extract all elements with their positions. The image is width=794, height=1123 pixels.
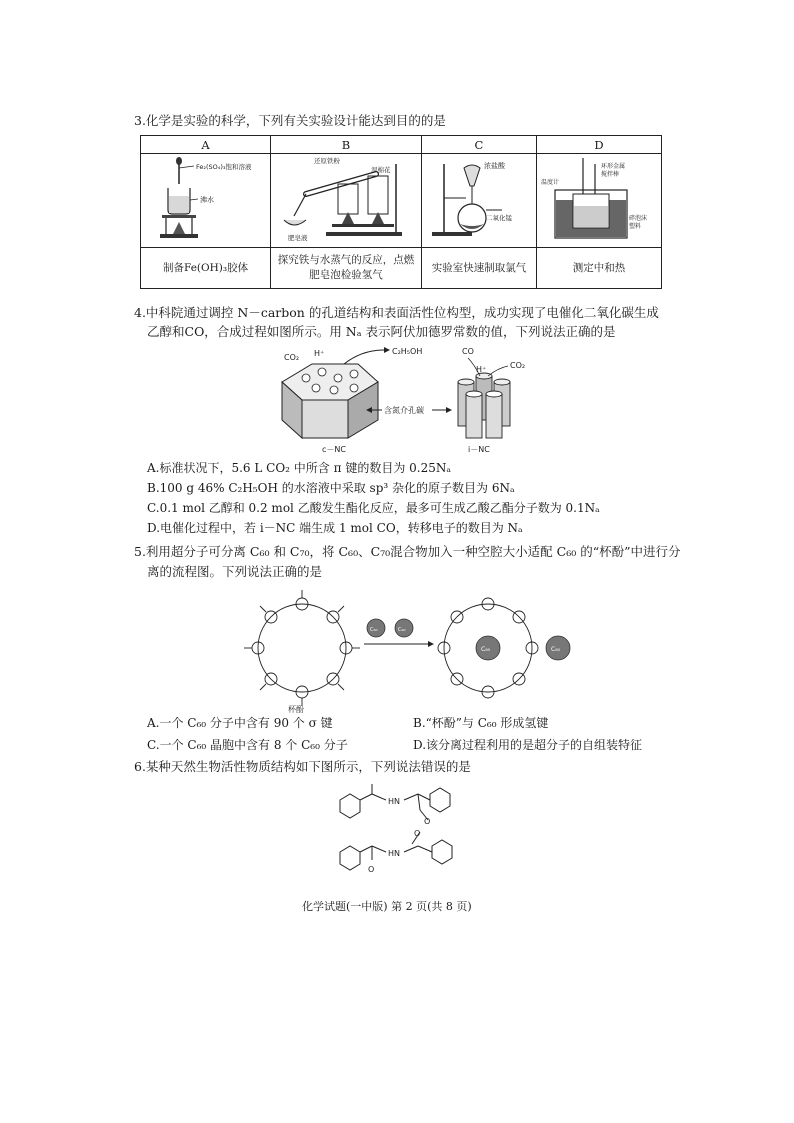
label-h-right: H⁺ [476,365,487,374]
label-c60-1: C₆₀ [370,627,378,633]
atom-o-mid: O [414,829,421,838]
label-b2: 湿棉花 [371,166,391,174]
label-a1: Fe₂(SO₄)₃饱和溶液 [195,163,252,171]
atom-hn-bottom: HN [388,849,400,858]
q4-option-b: B.100 g 46% C₂H₅OH 的水溶液中采取 sp³ 杂化的原子数目为 6Nₐ [147,481,515,495]
apparatus-d [536,154,661,248]
q5-stem-line1: 5.利用超分子可分离 C₆₀ 和 C₇₀，将 C₆₀、C₇₀混合物加入一种空腔大小适配 C₆₀ 的“杯酚”中进行分 [134,544,681,559]
label-d2: 搅拌棒 [600,171,619,178]
label-c1: 浓盐酸 [483,162,505,170]
q6-molecule-structure [332,780,482,876]
label-co2-left: CO₂ [284,353,300,362]
atom-o-bottom: O [368,865,375,874]
q5-option-c: C.一个 C₆₀ 晶胞中含有 8 个 C₆₀ 分子 [147,738,348,752]
caption-d: 测定中和热 [536,248,661,289]
label-c60-4: C₆₀ [551,646,560,653]
q5-calixarene-diagram [232,588,580,714]
label-co2-right: CO₂ [510,361,526,370]
header-b: B [271,136,422,154]
q5-option-d: D.该分离过程利用的是超分子的自组装特征 [413,738,643,752]
q5-stem-line2: 离的流程图。下列说法正确的是 [147,564,323,579]
label-c60-2: C₆₀ [398,627,406,633]
label-cnc: c－NC [322,445,346,454]
label-middle: 含氮介孔碳 [384,406,424,415]
q4-option-c: C.0.1 mol 乙醇和 0.2 mol 乙酸发生酯化反应，最多可生成乙酸乙酯分子数为 0.1Nₐ [147,501,600,515]
label-b3: 肥皂液 [288,234,308,242]
q3-experiment-table [140,135,662,289]
label-d1: 环形金属 [600,163,625,170]
apparatus-d-figure [539,154,659,244]
q6-stem: 6.某种天然生物活性物质结构如下图所示，下列说法错误的是 [134,759,471,774]
caption-b-line2: 肥皂泡检验氢气 [309,269,383,281]
header-a: A [141,136,271,154]
label-cup: 杯酚 [288,705,304,714]
q3-stem: 3.化学是实验的科学，下列有关实验设计能达到目的的是 [134,113,446,128]
apparatus-b [271,154,422,248]
label-d3: 温度计 [540,179,559,186]
caption-a: 制备Fe(OH)₃胶体 [141,248,271,289]
caption-b-line1: 探究铁与水蒸气的反应，点燃 [277,254,415,266]
label-co: CO [462,347,474,356]
page-footer: 化学试题(一中版) 第 2 页(共 8 页) [302,900,472,913]
q4-option-a: A.标准状况下，5.6 L CO₂ 中所含 π 键的数目为 0.25Nₐ [147,461,451,475]
header-d: D [536,136,661,154]
caption-b [271,248,422,289]
header-c: C [421,136,536,154]
label-d4: 碎泡沫 [628,215,647,222]
q4-option-d: D.电催化过程中，若 i－NC 端生成 1 mol CO，转移电子的数目为 Nₐ [147,521,523,535]
label-h-left: H⁺ [314,349,325,358]
apparatus-c [421,154,536,248]
label-c60-3: C₆₀ [481,646,490,653]
q5-option-b: B.“杯酚”与 C₆₀ 形成氢键 [413,716,549,730]
label-ethanol: C₂H₅OH [392,347,423,356]
atom-hn-top: HN [388,797,400,806]
label-d5: 塑料 [628,223,641,230]
q4-stem-line1: 4.中科院通过调控 N－carbon 的孔道结构和表面活性位构型，成功实现了电催化二氧化碳生成 [134,305,659,320]
label-b1: 还原铁粉 [314,157,341,165]
q4-catalysis-diagram [262,342,562,458]
label-inc: i－NC [468,445,490,454]
atom-o-top: O [424,817,431,826]
apparatus-a-figure [146,154,266,244]
q4-stem-line2: 乙醇和CO，合成过程如图所示。用 Nₐ 表示阿伏加德罗常数的值，下列说法正确的是 [147,324,616,339]
apparatus-a [141,154,271,248]
apparatus-b-figure [276,154,416,244]
caption-c: 实验室快速制取氯气 [421,248,536,289]
label-a2: 沸水 [199,196,214,204]
q5-option-a: A.一个 C₆₀ 分子中含有 90 个 σ 键 [147,716,333,730]
label-c2: 二氧化锰 [485,214,512,222]
apparatus-c-figure [424,154,534,244]
